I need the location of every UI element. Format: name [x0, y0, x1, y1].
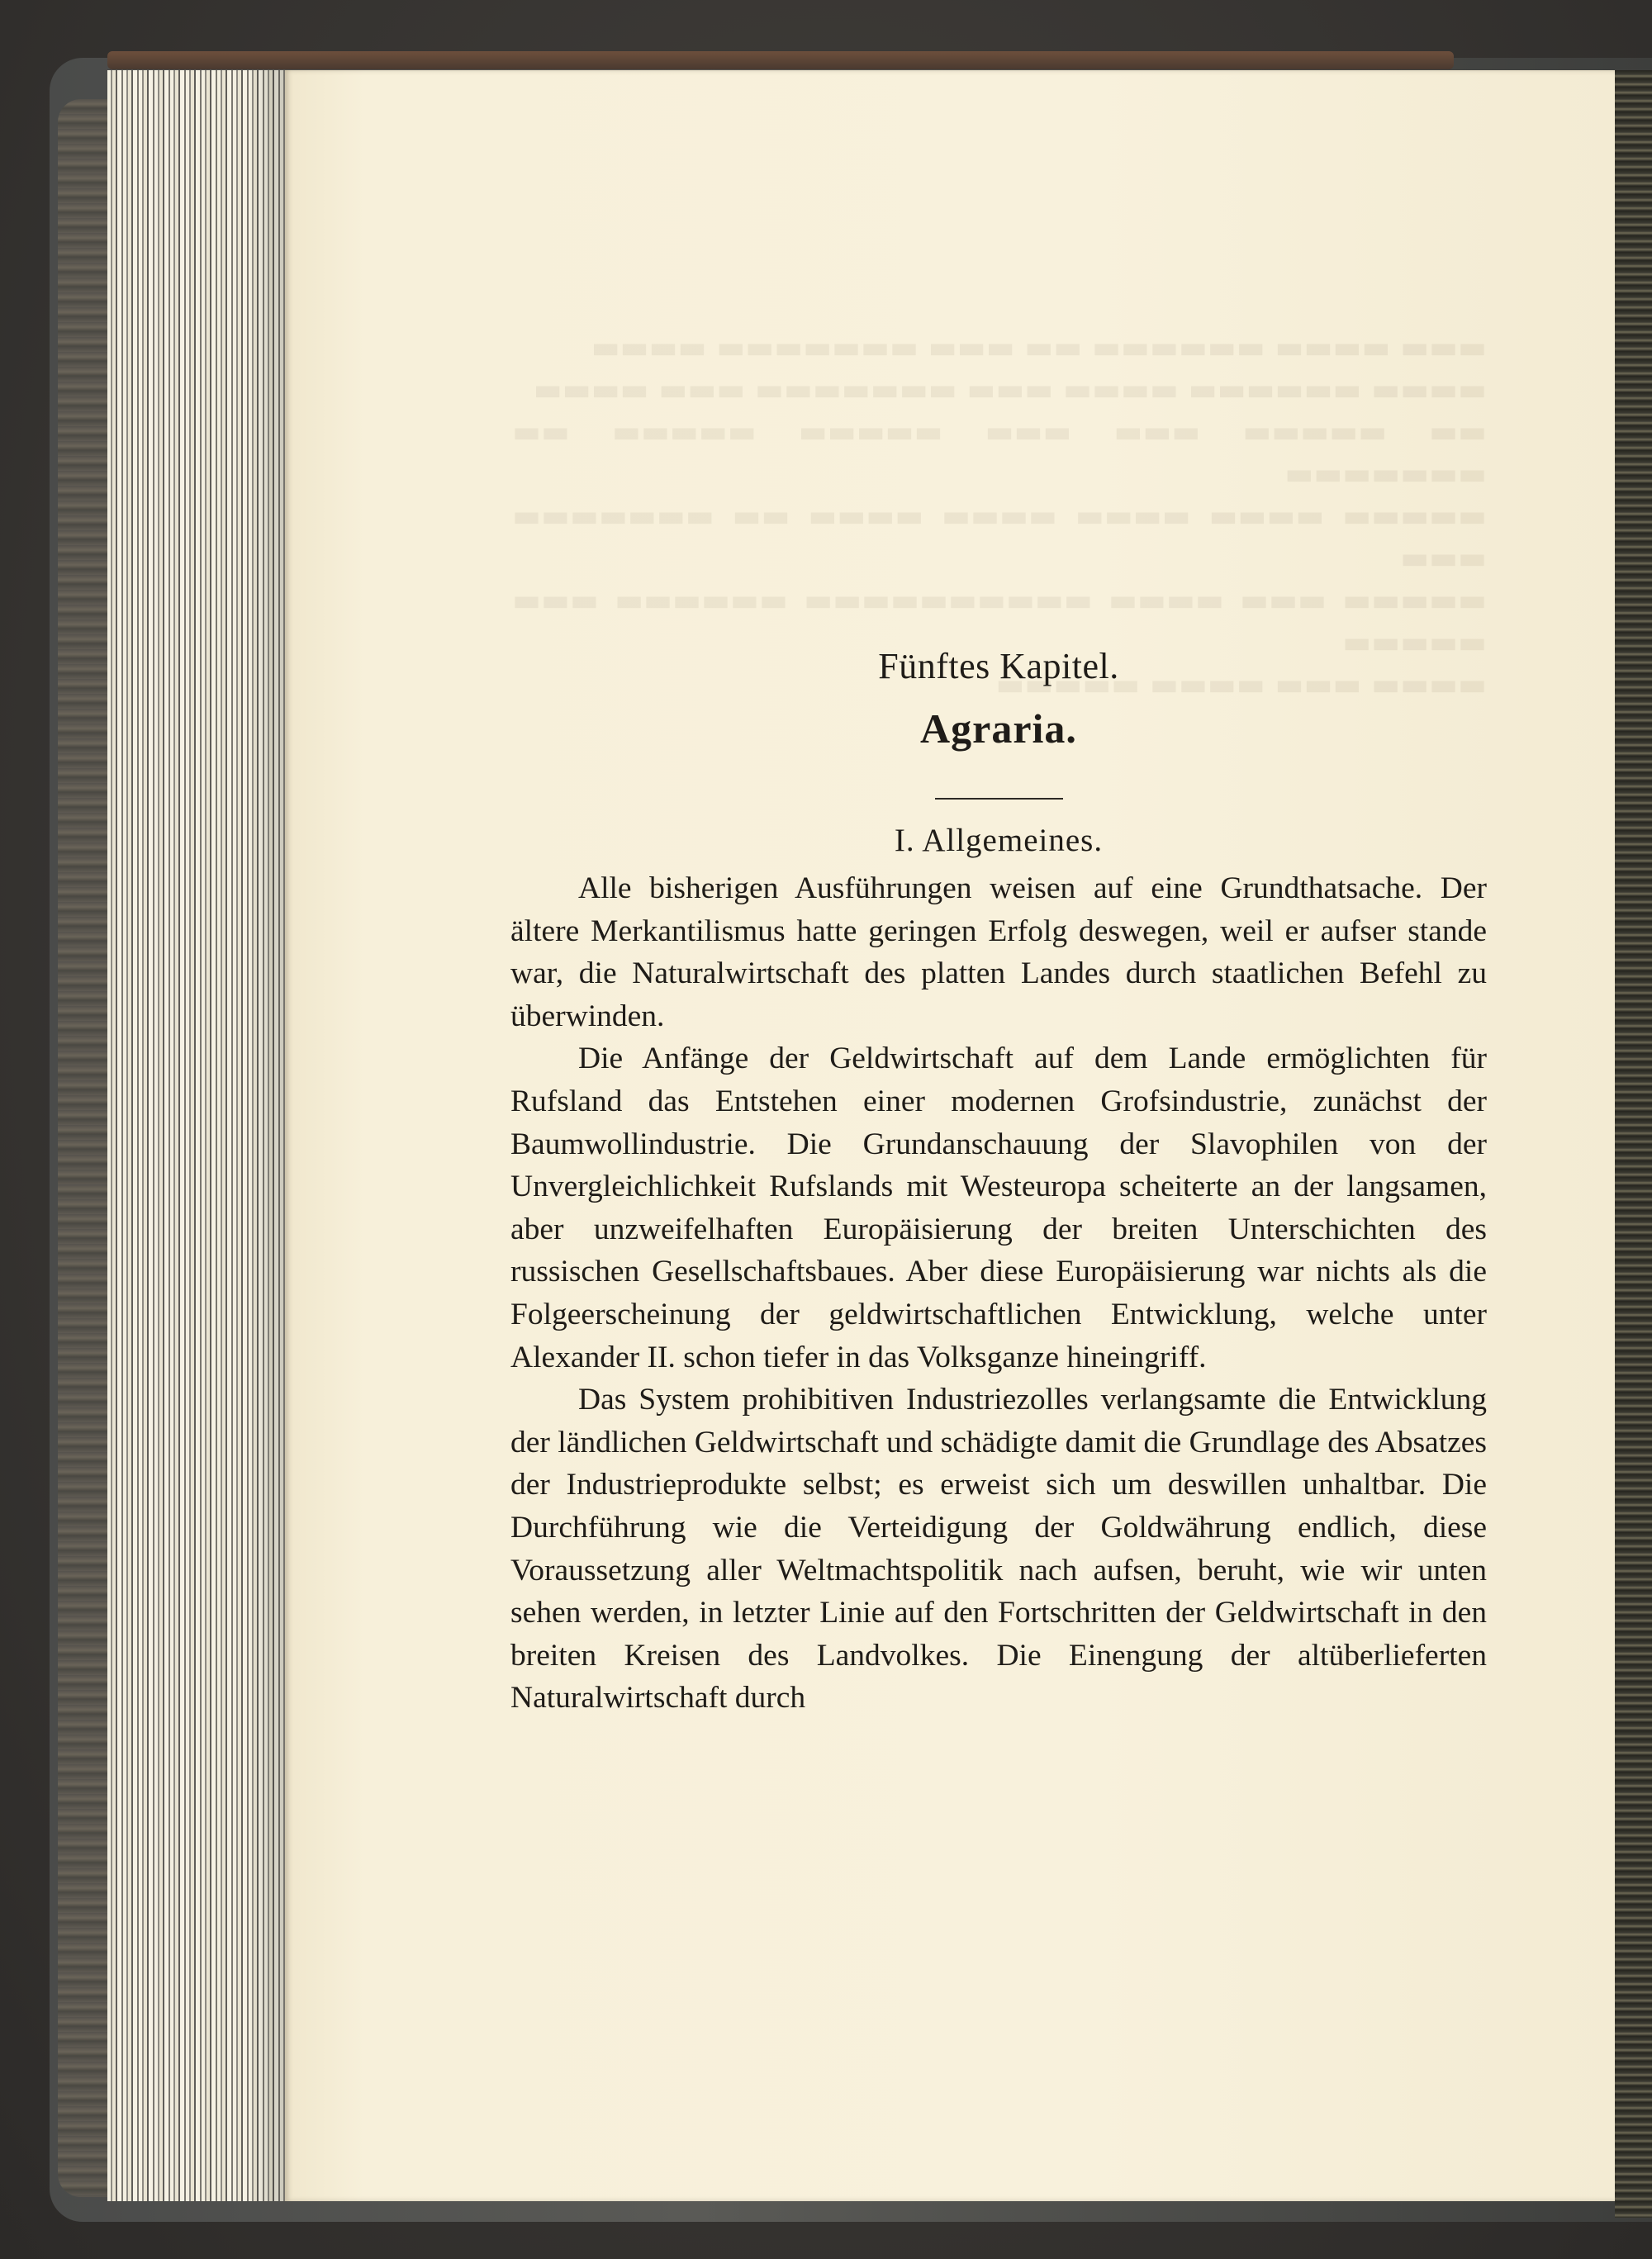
book-spine: [58, 99, 109, 2197]
page-gutter-shadow: [248, 70, 287, 2201]
book-cover-top-edge: [107, 51, 1454, 69]
section-heading: I. Allgemeines.: [894, 823, 1104, 858]
show-through-text: ▬▬▬ ▬▬▬▬ ▬▬▬▬▬▬ ▬▬ ▬▬▬ ▬▬▬▬▬▬▬ ▬▬▬▬ ▬▬▬▬ ▬▬▬▬▬▬ ▬▬▬▬ ▬▬▬ ▬▬▬▬▬▬▬ ▬▬▬ ▬▬▬▬ ▬▬ ▬▬▬▬▬ ▬▬▬ ▬▬▬ ▬▬▬▬▬ ▬▬▬▬▬ ▬▬ ▬▬▬▬▬▬▬ ▬▬▬▬▬ ▬▬▬▬ ▬▬▬▬ ▬▬▬▬ ▬▬▬▬ ▬▬ ▬▬▬▬▬▬▬ ▬▬▬ ▬▬▬▬▬ ▬▬▬ ▬▬▬▬ ▬▬▬▬▬▬▬▬▬▬ ▬▬▬▬▬▬ ▬▬▬ ▬▬▬▬▬ ▬▬▬▬ ▬▬▬ ▬▬▬▬ ▬▬▬▬▬: [512, 330, 1487, 702]
page-right-edge: [1615, 70, 1652, 2218]
paragraph: Alle bisherigen Ausführungen weisen auf eine Grundthatsache. Der ältere Merkantilismus hatte geringen Erfolg deswegen, weil er aufser stande war, die Naturalwirtschaft des platten Landes durch staatlichen Befehl zu überwinden.: [510, 871, 1487, 1033]
paragraph: Das System prohibitiven Industriezolles verlangsamte die Entwicklung der ländlichen Geldwirtschaft und schädigte damit die Grundlage des Absatzes der Industrieprodukte selbst; es erweist sich um deswillen unhaltbar. Die Durchführung wie die Verteidigung der Goldwährung endlich, diese Voraussetzung aller Weltmachtspolitik nach aufsen, beruht, wie wir unten sehen werden, in letzter Linie auf den Fortschritten der Geldwirtschaft in den breiten Kreisen des Landvolkes. Die Einengung der altüberlieferten Naturalwirtschaft durch: [510, 1383, 1487, 1716]
page-text: [510, 644, 1487, 1720]
title-divider: [935, 798, 1063, 800]
paragraph: Die Anfänge der Geldwirtschaft auf dem Lande ermöglichten für Rufsland das Entstehen einer modernen Grofsindustrie, zunächst der Baumwollindustrie. Die Grundanschauung der Slavophilen von der Unvergleichlichkeit Rufslands mit Westeuropa scheiterte an der langsamen, aber unzweifelhaften Europäisierung der breiten Unterschichten des russischen Gesellschaftsbaues. Aber diese Europäisierung war nichts als die Folgeerscheinung der geldwirtschaftlichen Entwicklung, welche unter Alexander II. schon tiefer in das Volksganze hineingriff.: [510, 1042, 1487, 1374]
chapter-title: Agraria.: [920, 705, 1077, 752]
chapter-heading: Fünftes Kapitel.: [878, 646, 1119, 686]
